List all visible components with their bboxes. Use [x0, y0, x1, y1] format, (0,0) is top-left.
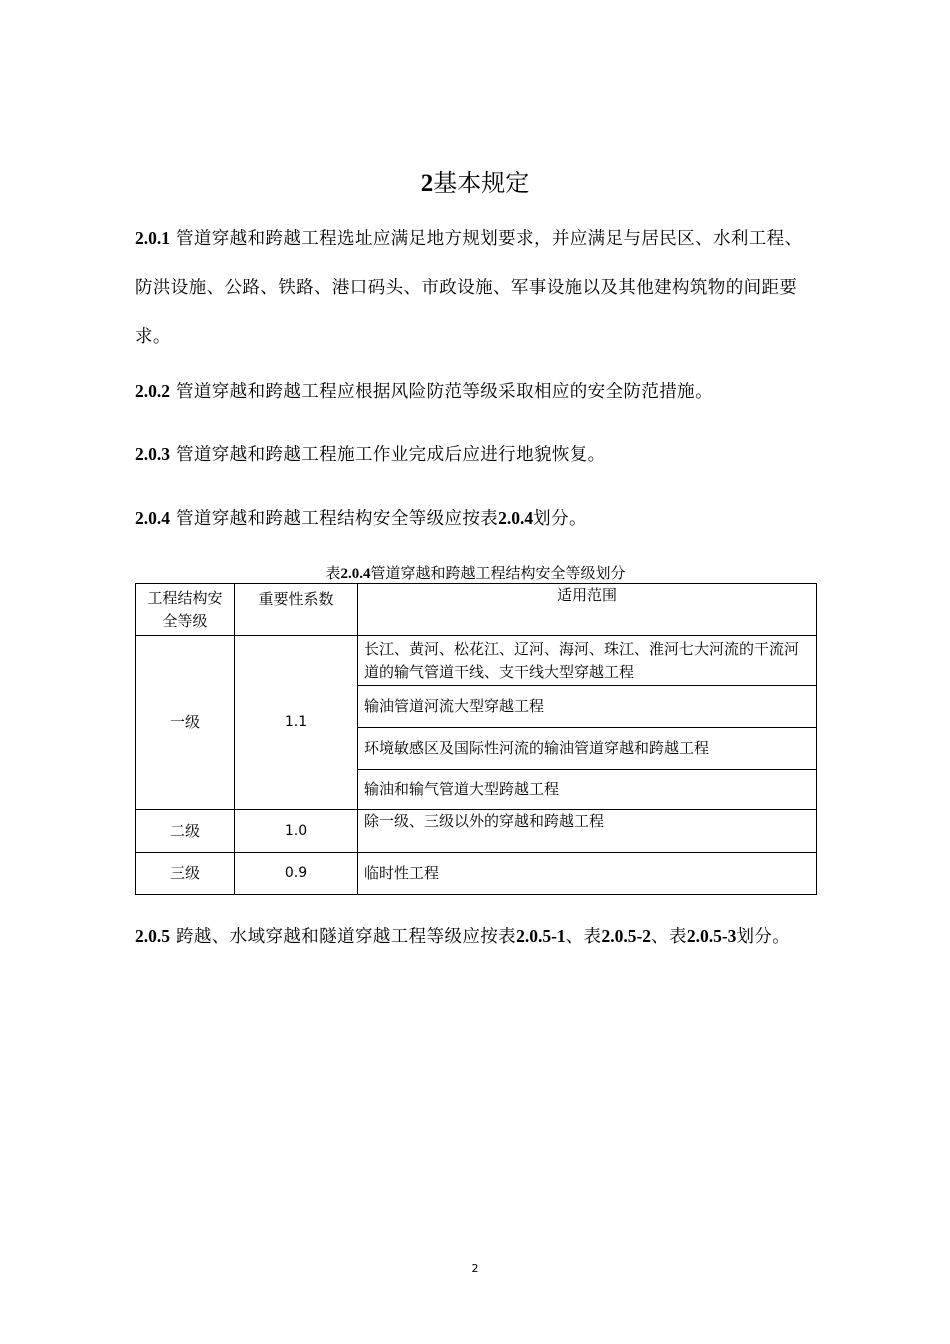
caption-text: 管道穿越和跨越工程结构安全等级划分	[370, 564, 626, 582]
table-row	[136, 810, 817, 853]
scope-cell: 输油和输气管道大型跨越工程	[358, 770, 817, 810]
coefficient-cell: 1.0	[235, 810, 358, 853]
clause-text: 管道穿越和跨越工程施工作业完成后应进行地貌恢复。	[175, 445, 606, 465]
grade-cell: 一级	[136, 636, 235, 810]
table-reference: 2.0.5-1	[516, 926, 566, 946]
scope-cell: 输油管道河流大型穿越工程	[358, 686, 817, 728]
clause-text-end: 划分。	[736, 927, 791, 947]
caption-prefix: 表	[325, 564, 341, 582]
coefficient-cell: 0.9	[235, 853, 358, 895]
table-header-row	[136, 584, 817, 636]
section-title	[0, 166, 950, 201]
table-reference: 2.0.5-2	[601, 926, 652, 946]
table-caption	[135, 563, 816, 584]
header-grade: 工程结构安全等级	[136, 584, 235, 636]
scope-cell: 除一级、三级以外的穿越和跨越工程	[358, 810, 817, 853]
header-coefficient: 重要性系数	[235, 584, 358, 636]
clause-2-0-3	[135, 439, 817, 470]
clause-text: 管道穿越和跨越工程结构安全等级应按表	[175, 509, 499, 529]
page-number: 2	[471, 1262, 479, 1275]
section-number: 2	[420, 170, 434, 197]
clause-2-0-5	[135, 912, 817, 962]
section-title-text: 基本规定	[433, 169, 530, 197]
grade-cell: 二级	[136, 810, 235, 853]
clause-text: 管道穿越和跨越工程应根据风险防范等级采取相应的安全防范措施。	[175, 382, 713, 402]
clause-2-0-1	[135, 214, 817, 362]
scope-cell: 临时性工程	[358, 853, 817, 895]
caption-number: 2.0.4	[340, 566, 371, 582]
safety-grade-table	[135, 583, 817, 895]
clause-text: 、表	[651, 927, 687, 947]
table-row	[136, 636, 817, 686]
table-reference: 2.0.4	[498, 508, 534, 528]
clause-text-end: 划分。	[533, 509, 587, 529]
clause-text: 、表	[565, 927, 602, 947]
scope-cell: 环境敏感区及国际性河流的输油管道穿越和跨越工程	[358, 728, 817, 770]
table-reference: 2.0.5-3	[686, 926, 737, 946]
clause-number: 2.0.1	[135, 228, 170, 248]
clause-number: 2.0.2	[135, 381, 170, 401]
clause-number: 2.0.3	[135, 444, 170, 464]
clause-text: 跨越、水域穿越和隧道穿越工程等级应按表	[175, 927, 517, 947]
clause-2-0-2	[135, 376, 817, 407]
scope-cell: 长江、黄河、松花江、辽河、海河、珠江、淮河七大河流的干流河道的输气管道干线、支干线大型穿越工程	[358, 636, 817, 686]
clause-2-0-4	[135, 503, 817, 534]
coefficient-cell: 1.1	[235, 636, 358, 810]
grade-cell: 三级	[136, 853, 235, 895]
table-row	[136, 853, 817, 895]
clause-number: 2.0.5	[135, 926, 170, 946]
clause-number: 2.0.4	[135, 508, 170, 528]
header-scope: 适用范围	[358, 584, 817, 636]
clause-text: 管道穿越和跨越工程选址应满足地方规划要求，并应满足与居民区、水利工程、防洪设施、公路、铁路、港口码头、市政设施、军事设施以及其他建构筑物的间距要求。	[135, 229, 803, 347]
